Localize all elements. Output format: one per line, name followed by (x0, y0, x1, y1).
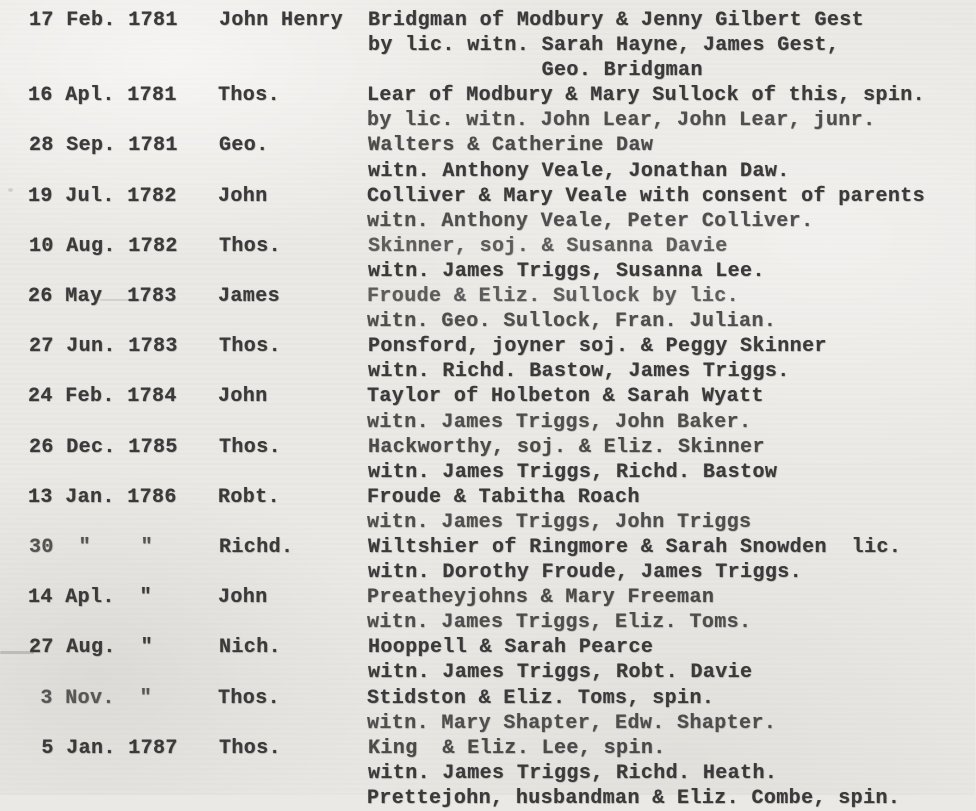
entry-groom: James (218, 285, 281, 309)
entry-groom: Thos. (219, 435, 282, 459)
entry-row (1, 635, 976, 685)
entry-details (368, 736, 976, 786)
entry-date: 24 Feb. 1784 (28, 385, 177, 409)
entry-line: Froude & Tabitha Roach (367, 485, 640, 509)
entry-date: 14 Apl. " (28, 586, 153, 610)
entry-row (0, 786, 975, 811)
entry-line: witn. Anthony Veale, Jonathan Daw. (368, 159, 790, 183)
entry-line: witn. James Triggs, John Triggs (367, 510, 752, 534)
entry-line: King & Eliz. Lee, spin. (368, 736, 666, 760)
entry-details (367, 585, 975, 635)
entry-line: Taylor of Holbeton & Sarah Wyatt (367, 385, 764, 409)
entry-groom: Thos. (218, 84, 281, 108)
entry-line: Walters & Catherine Daw (368, 134, 654, 158)
entry-groom: John (218, 586, 268, 610)
entry-groom: John Henry (219, 9, 344, 32)
entry-row (0, 184, 975, 234)
entry-groom: Thos. (219, 736, 282, 760)
entry-date: 27 Aug. " (29, 636, 154, 660)
entry-line: Colliver & Mary Veale with consent of parents (367, 184, 926, 208)
entry-details (368, 535, 976, 585)
entry-row (1, 234, 976, 284)
entry-row (0, 384, 975, 434)
entry-row (0, 485, 975, 535)
entry-line: by lic. witn. Sarah Hayne, James Gest, (368, 34, 840, 58)
entry-line: Ponsford, joyner soj. & Peggy Skinner (368, 335, 827, 359)
entry-line: witn. James Triggs, John Baker. (367, 410, 752, 434)
entry-line: Preatheyjohns & Mary Freeman (367, 586, 715, 610)
entry-row (1, 133, 976, 183)
entry-line: witn. Mary Shapter, Edw. Shapter. (367, 711, 777, 735)
entry-line: Hackworthy, soj. & Eliz. Skinner (368, 435, 765, 459)
entry-details (368, 435, 976, 485)
entry-groom: Thos. (219, 335, 282, 359)
entry-groom: Nich. (219, 636, 282, 660)
entry-line: Skinner, soj. & Susanna Davie (368, 234, 728, 258)
entry-row (1, 736, 976, 786)
entry-line: witn. Dorothy Froude, James Triggs. (368, 561, 803, 585)
entry-details (368, 234, 976, 284)
entry-row (1, 435, 976, 485)
entry-groom: Thos. (218, 686, 281, 710)
entry-date: 13 Jan. 1786 (28, 485, 177, 509)
entry-line: witn. Anthony Veale, Peter Colliver. (367, 209, 814, 233)
entry-line: Wiltshier of Ringmore & Sarah Snowden lic. (368, 535, 902, 559)
entry-details (367, 686, 975, 736)
entry-groom: Robt. (218, 485, 281, 509)
entry-line: by lic. witn. John Lear, John Lear, junr. (367, 109, 876, 133)
entry-date: 16 Apl. 1781 (28, 84, 177, 108)
entry-line: witn. James Triggs, Eliz. Toms. (367, 611, 752, 635)
entry-line: witn. Geo. Sullock, Fran. Julian. (367, 310, 777, 334)
entry-groom: Richd. (219, 535, 294, 559)
entry-row (1, 8, 976, 83)
entry-line: Stidston & Eliz. Toms, spin. (367, 686, 715, 710)
entry-details (368, 8, 976, 83)
entry-details (368, 635, 976, 685)
entry-details (367, 384, 975, 434)
entry-line: Prettejohn, husbandman & Eliz. Combe, spin. (367, 786, 901, 810)
entry-line: witn. James Triggs, Robt. Davie (368, 661, 753, 685)
entry-date: 27 Jun. 1783 (29, 335, 178, 359)
entry-line: Geo. Bridgman (368, 59, 703, 83)
entry-details (367, 83, 975, 133)
entry-row (0, 83, 975, 133)
entry-line: Bridgman of Modbury & Jenny Gilbert Gest (368, 9, 865, 32)
entry-date: 28 Sep. 1781 (29, 134, 178, 158)
entry-date: 30 " " (29, 535, 154, 559)
entry-date: 26 May 1783 (28, 285, 177, 309)
entry-details (368, 133, 976, 183)
entry-groom: Thos. (219, 234, 282, 258)
entry-line: witn. James Triggs, Richd. Heath. (368, 761, 778, 785)
entry-details (367, 485, 975, 535)
entry-row (0, 284, 975, 334)
entry-line: Hooppell & Sarah Pearce (368, 636, 654, 660)
entry-row (0, 686, 975, 736)
entry-details (367, 184, 975, 234)
entry-row (0, 585, 975, 635)
entry-groom: John (218, 385, 268, 409)
entry-details (367, 284, 975, 334)
entry-details (367, 786, 975, 811)
entry-line: witn. James Triggs, Susanna Lee. (368, 259, 765, 283)
entry-groom: John (218, 184, 268, 208)
entry-date: 3 Nov. " (28, 686, 153, 710)
entry-date: 26 Dec. 1785 (29, 435, 178, 459)
entry-row (1, 334, 976, 384)
entry-row (1, 535, 976, 585)
entry-date: 19 Jul. 1782 (28, 184, 177, 208)
entry-line: Lear of Modbury & Mary Sullock of this, spin. (367, 84, 926, 108)
entry-line: witn. James Triggs, Richd. Bastow (368, 460, 778, 484)
entry-line: witn. Richd. Bastow, James Triggs. (368, 360, 790, 384)
entry-details (368, 334, 976, 384)
entry-line: Froude & Eliz. Sullock by lic. (367, 285, 740, 309)
entry-date: 17 Feb. 1781 (29, 9, 178, 32)
entry-date: 5 Jan. 1787 (29, 736, 178, 760)
entry-date: 10 Aug. 1782 (29, 234, 178, 258)
entry-groom: Geo. (219, 134, 269, 158)
